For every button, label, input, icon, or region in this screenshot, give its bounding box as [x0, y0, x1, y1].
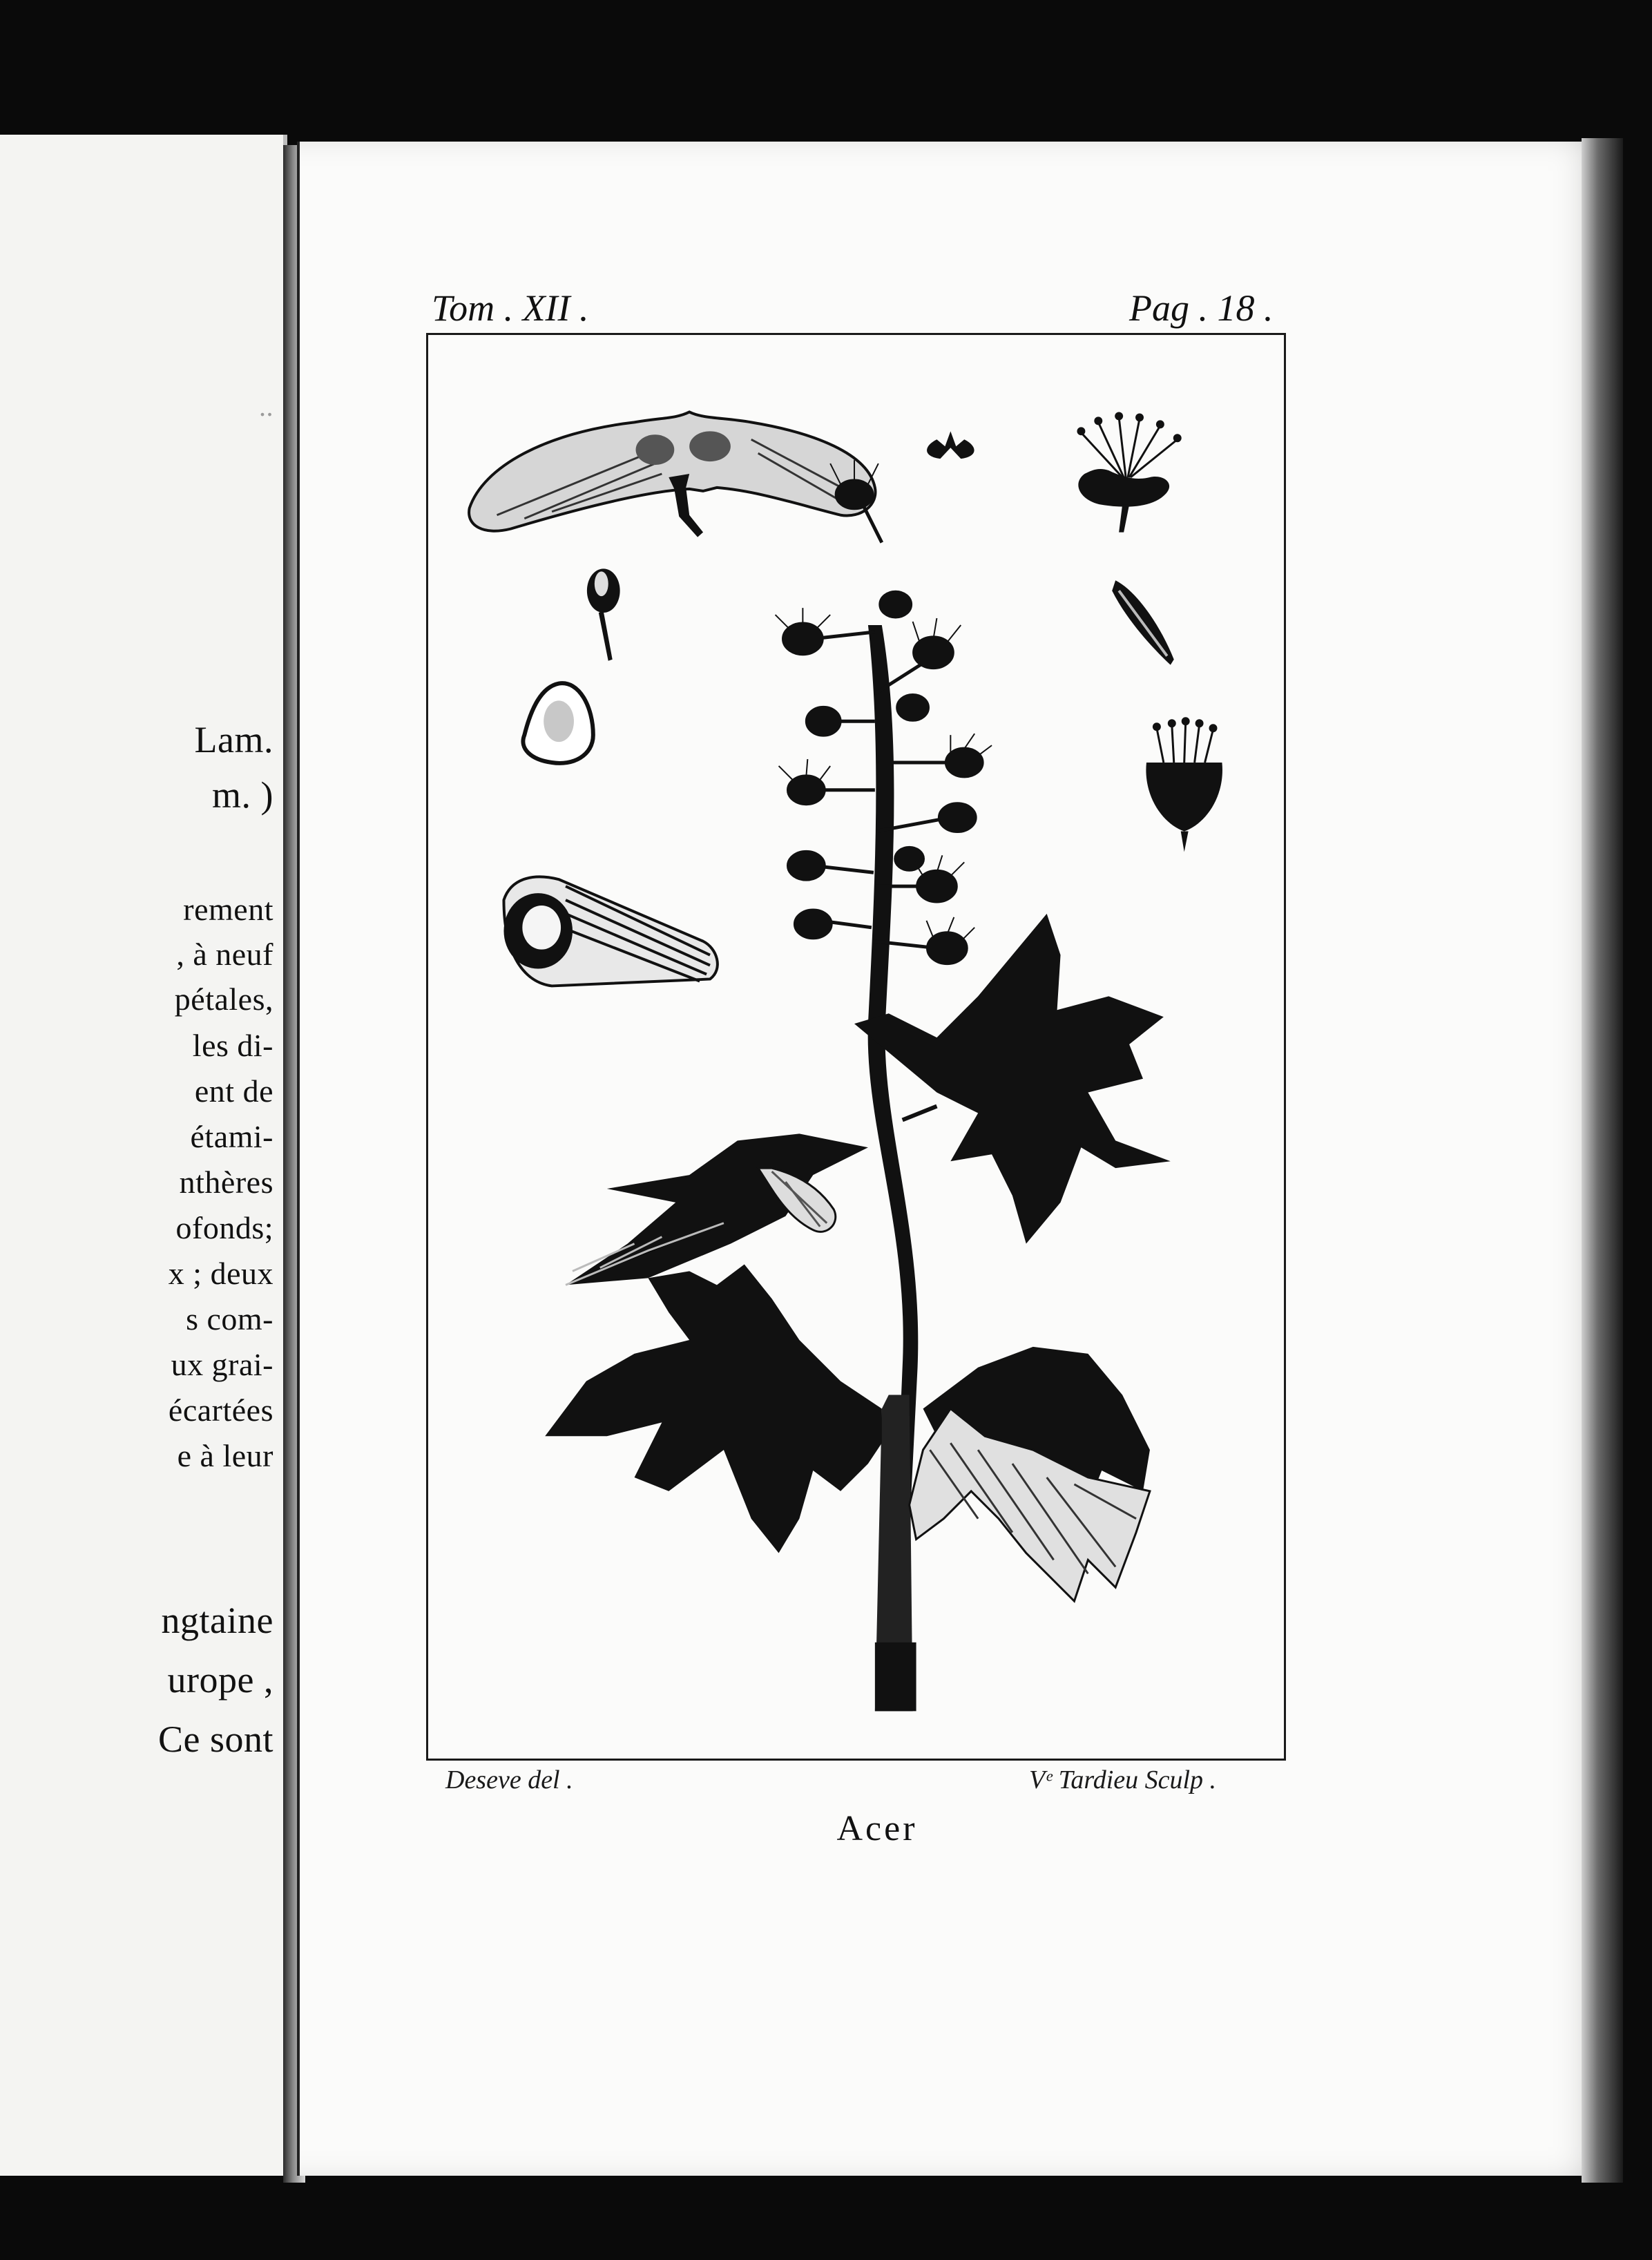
left-line: ngtaine — [161, 1600, 273, 1641]
page-number: Pag . 18 . — [1129, 287, 1274, 329]
left-line: Lam. — [194, 719, 273, 760]
left-line: pétales, — [174, 981, 273, 1017]
left-line: écartées — [168, 1392, 273, 1428]
left-line: x ; deux — [168, 1256, 273, 1291]
petal-drawing — [1112, 580, 1174, 664]
left-facing-page — [0, 135, 287, 2176]
left-line: les di- — [192, 1028, 273, 1063]
left-line: urope , — [167, 1659, 273, 1701]
botanical-plate — [426, 333, 1286, 1761]
faint-text-line: .. — [259, 391, 273, 422]
flower-side-drawing — [1146, 717, 1222, 852]
draughtsman-credit: Deseve del . — [445, 1765, 573, 1794]
left-line: rement — [183, 892, 273, 927]
seed-drawing — [523, 683, 593, 763]
left-line: m. ) — [212, 774, 273, 816]
main-stem-drawing — [868, 625, 919, 1711]
left-line: s com- — [186, 1301, 273, 1337]
left-line: e à leur — [177, 1438, 273, 1473]
tome-number: Tom . XII . — [432, 287, 589, 329]
left-line: nthères — [179, 1165, 273, 1200]
leaf-lower-left — [545, 1264, 882, 1553]
leaf-middle-left — [566, 1133, 868, 1285]
acer-illustration — [428, 335, 1284, 1759]
left-line: , à neuf — [176, 937, 273, 972]
plate-caption: Acer — [836, 1809, 918, 1848]
samara-drawing — [469, 412, 875, 537]
left-line: ofonds; — [175, 1210, 273, 1245]
left-line: ux grai- — [171, 1347, 273, 1382]
left-line: ent de — [194, 1073, 273, 1109]
small-flower-drawing — [927, 431, 974, 459]
leaf-lower-right — [910, 1347, 1150, 1601]
open-flower-drawing — [1077, 412, 1181, 532]
bud-drawing — [587, 568, 620, 660]
seed-section-drawing — [503, 877, 717, 986]
page-edge-shadow — [1582, 138, 1623, 2183]
left-line: Ce sont — [157, 1718, 273, 1760]
left-line: étami- — [190, 1119, 273, 1154]
engraver-credit: Vᵉ Tardieu Sculp . — [1029, 1765, 1217, 1794]
